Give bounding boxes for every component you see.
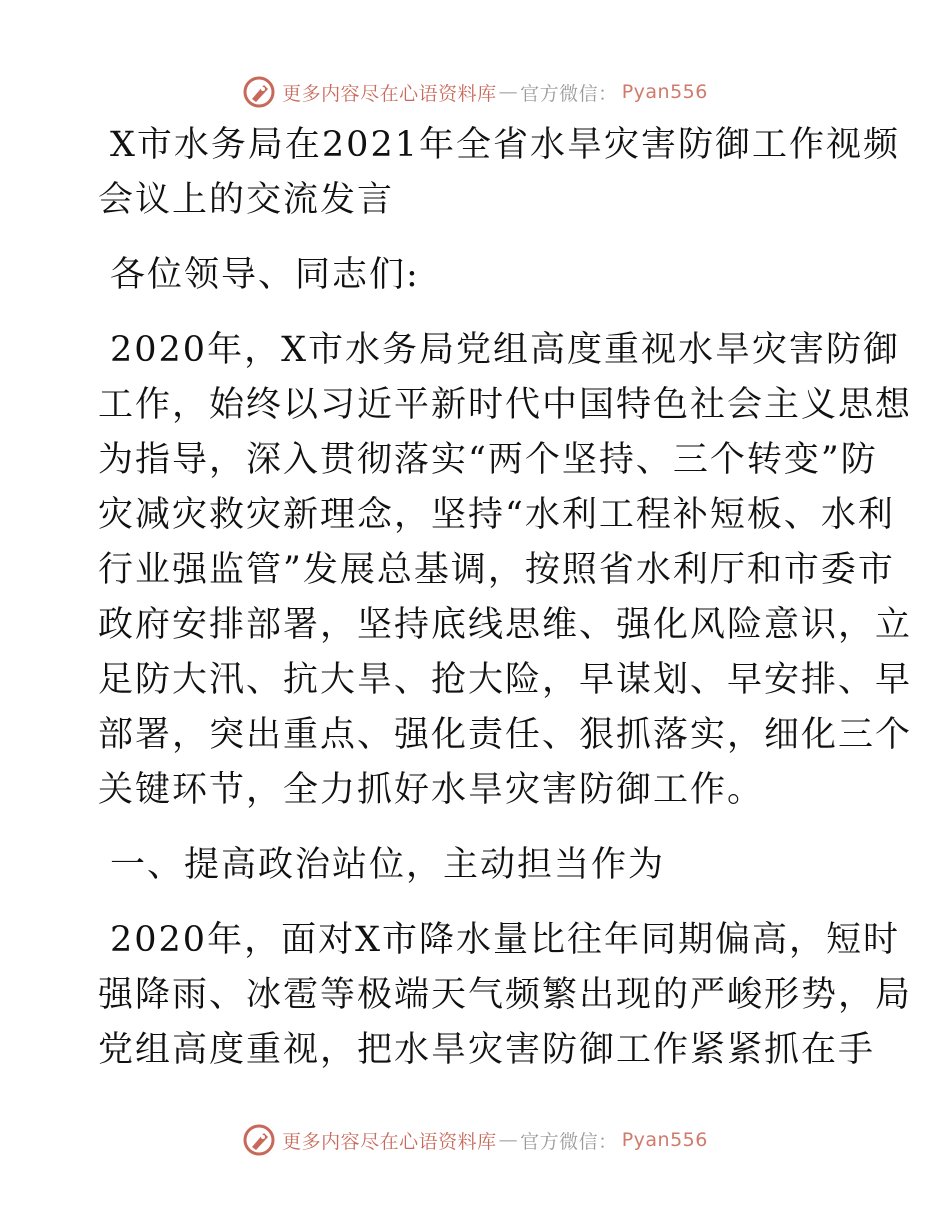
watermark-text: 更多内容尽在心语资料库 xyxy=(282,1130,497,1153)
watermark-colon: ： xyxy=(598,1130,618,1153)
paragraph-line: 2020年，X市水务局党组高度重视水旱灾害防御 xyxy=(110,330,900,370)
watermark-separator: — xyxy=(498,1129,519,1151)
paragraph-2 xyxy=(98,913,913,1078)
paragraph-line: 政府安排部署，坚持底线思维、强化风险意识，立 xyxy=(98,605,913,645)
watermark-header xyxy=(0,72,950,112)
salutation: 各位领导、同志们: xyxy=(110,255,420,295)
paragraph-line: 关键环节，全力抓好水旱灾害防御工作。 xyxy=(98,770,765,810)
watermark-text: 更多内容尽在心语资料库 xyxy=(282,82,497,105)
paragraph-line: 强降雨、冰雹等极端天气频繁出现的严峻形势，局 xyxy=(98,975,913,1015)
watermark-official: 官方微信 xyxy=(520,1130,599,1153)
section-heading: 一、提高政治站位，主动担当作为 xyxy=(110,845,666,885)
paragraph-line: 工作，始终以习近平新时代中国特色社会主义思想 xyxy=(98,385,913,425)
paragraph-line: 部署，突出重点、强化责任、狠抓落实，细化三个 xyxy=(98,715,913,755)
paragraph-line: 为指导，深入贯彻落实“两个坚持、三个转变”防 xyxy=(98,440,878,480)
paragraph-line: 党组高度重视，把水旱灾害防御工作紧紧抓在手 xyxy=(98,1030,876,1070)
watermark-wechat-id: Pyan556 xyxy=(621,81,708,103)
paragraph-line: 足防大汛、抗大旱、抢大险，早谋划、早安排、早 xyxy=(98,660,913,700)
paragraph-line: 灾减灾救灾新理念，坚持“水利工程补短板、水利 xyxy=(98,495,895,535)
document-title-line-1: X市水务局在2021年全省水旱灾害防御工作视频 xyxy=(110,125,900,165)
watermark-separator: — xyxy=(498,81,519,103)
watermark-colon: ： xyxy=(598,82,618,105)
watermark-footer xyxy=(0,1120,950,1160)
paragraph-line: 2020年，面对X市降水量比往年同期偏高，短时 xyxy=(110,920,900,960)
paragraph-line: 行业强监管”发展总基调，按照省水利厅和市委市 xyxy=(98,550,895,590)
paragraph-1 xyxy=(98,323,913,818)
document-body xyxy=(98,118,913,1078)
document-title-line-2: 会议上的交流发言 xyxy=(98,180,395,220)
watermark-wechat-id: Pyan556 xyxy=(621,1129,708,1151)
pen-nib-logo-icon xyxy=(242,75,276,109)
pen-nib-logo-icon xyxy=(242,1123,276,1157)
watermark-official: 官方微信 xyxy=(520,82,599,105)
